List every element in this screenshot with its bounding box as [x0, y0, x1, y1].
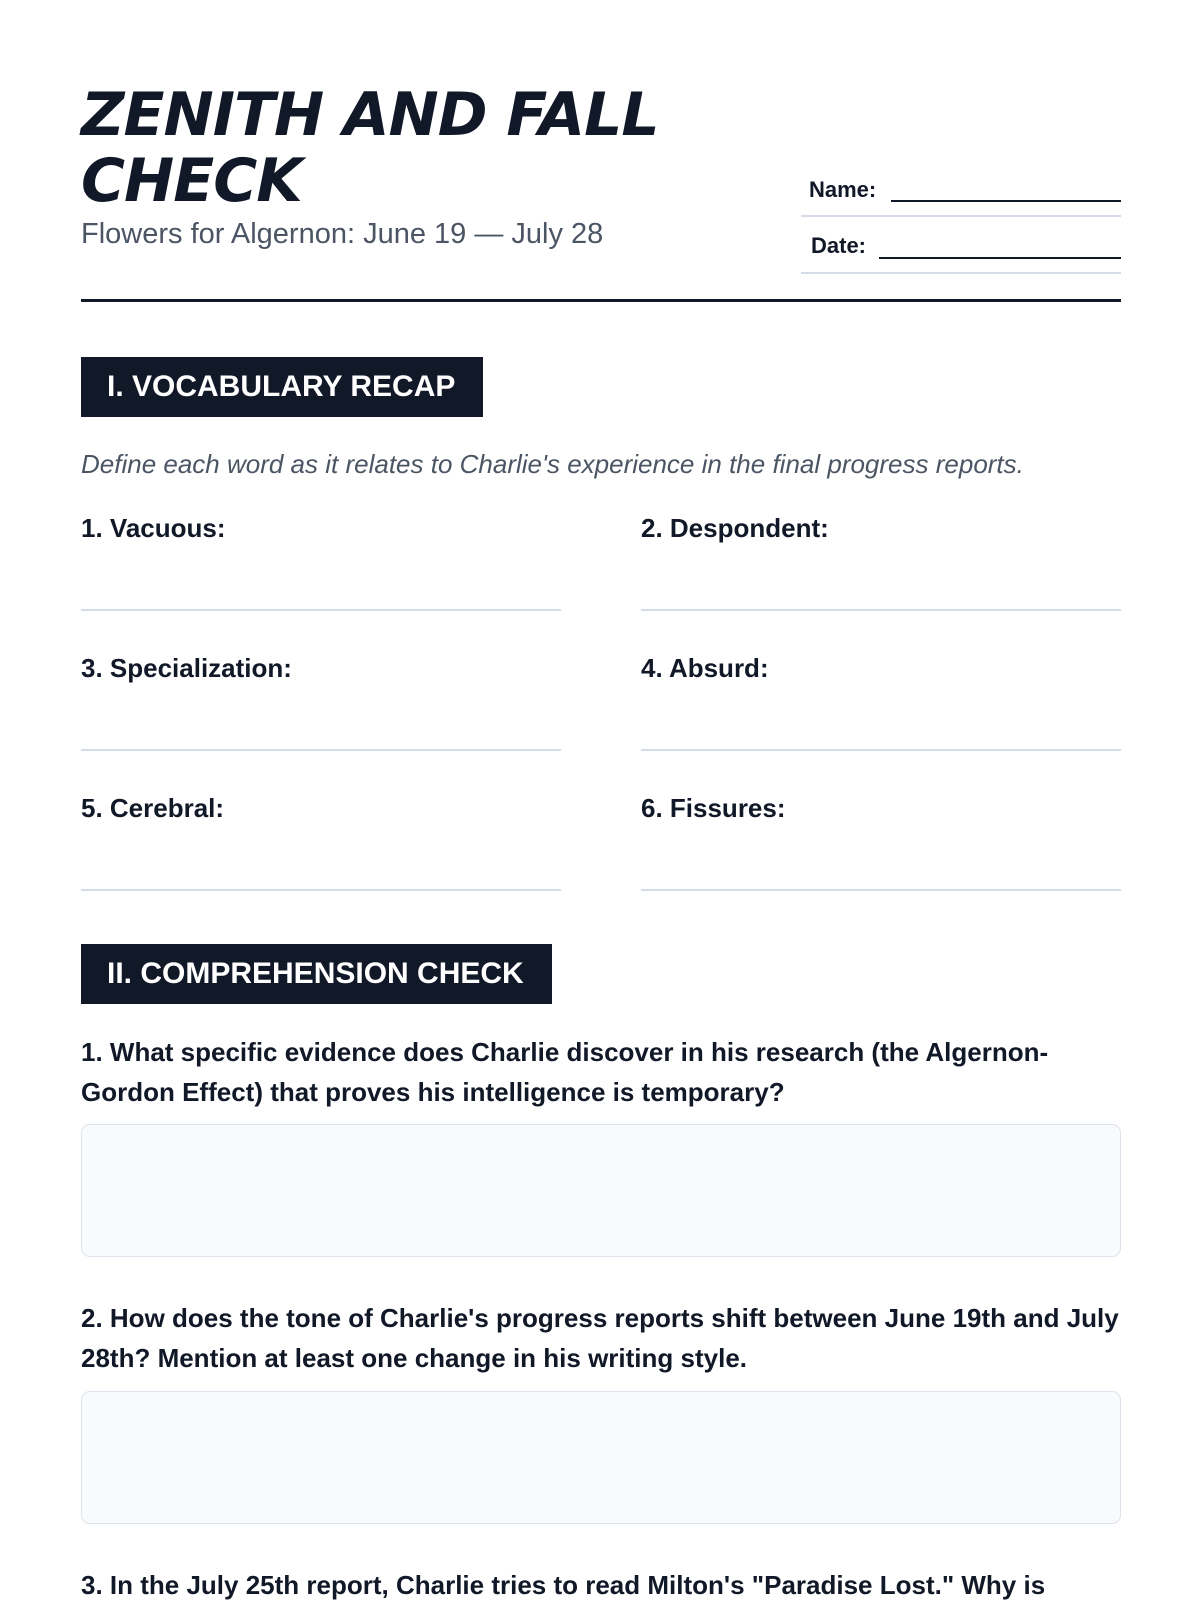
vocab-term: 4. Absurd:: [641, 653, 769, 683]
vocab-item[interactable]: [81, 647, 561, 751]
section-heading-vocabulary: I. VOCABULARY RECAP: [81, 357, 483, 417]
vocab-term: 6. Fissures:: [641, 793, 786, 823]
answer-box[interactable]: [81, 1391, 1121, 1524]
worksheet-header: [81, 82, 1121, 282]
vocab-item[interactable]: [81, 787, 561, 891]
header-divider: [81, 299, 1121, 302]
name-label: Name:: [809, 177, 877, 202]
date-label: Date:: [811, 233, 867, 258]
question-text: 2. How does the tone of Charlie's progress reports shift between June 19th and July 28th? Mention at least one change in his writing style.: [81, 1303, 1119, 1373]
question-text: 1. What specific evidence does Charlie discover in his research (the Algernon-Gordon Effect) that proves his intelligence is temporary?: [81, 1037, 1049, 1107]
vocab-term: 5. Cerebral:: [81, 793, 225, 823]
vocab-term: 1. Vacuous:: [81, 513, 226, 543]
vocabulary-instructions: Define each word as it relates to Charlie's experience in the final progress reports.: [81, 449, 1024, 479]
vocab-item[interactable]: [641, 507, 1121, 611]
worksheet-page: [81, 0, 1121, 1600]
worksheet-title: ZENITH AND FALL CHECK: [81, 80, 659, 216]
vocab-item[interactable]: [641, 787, 1121, 891]
vocab-item[interactable]: [81, 507, 561, 611]
question-text: 3. In the July 25th report, Charlie tries to read Milton's "Paradise Lost." Why is: [81, 1570, 1046, 1600]
vocab-term: 2. Despondent:: [641, 513, 829, 543]
name-blank-line[interactable]: [891, 200, 1121, 202]
date-blank-line[interactable]: [879, 257, 1121, 259]
vocab-item[interactable]: [641, 647, 1121, 751]
worksheet-subtitle: Flowers for Algernon: June 19 — July 28: [81, 218, 604, 250]
student-info: [801, 164, 1121, 274]
section-heading-comprehension: II. COMPREHENSION CHECK: [81, 944, 552, 1004]
date-field[interactable]: [801, 217, 1121, 274]
vocab-term: 3. Specialization:: [81, 653, 292, 683]
answer-box[interactable]: [81, 1124, 1121, 1257]
name-field[interactable]: [801, 164, 1121, 217]
